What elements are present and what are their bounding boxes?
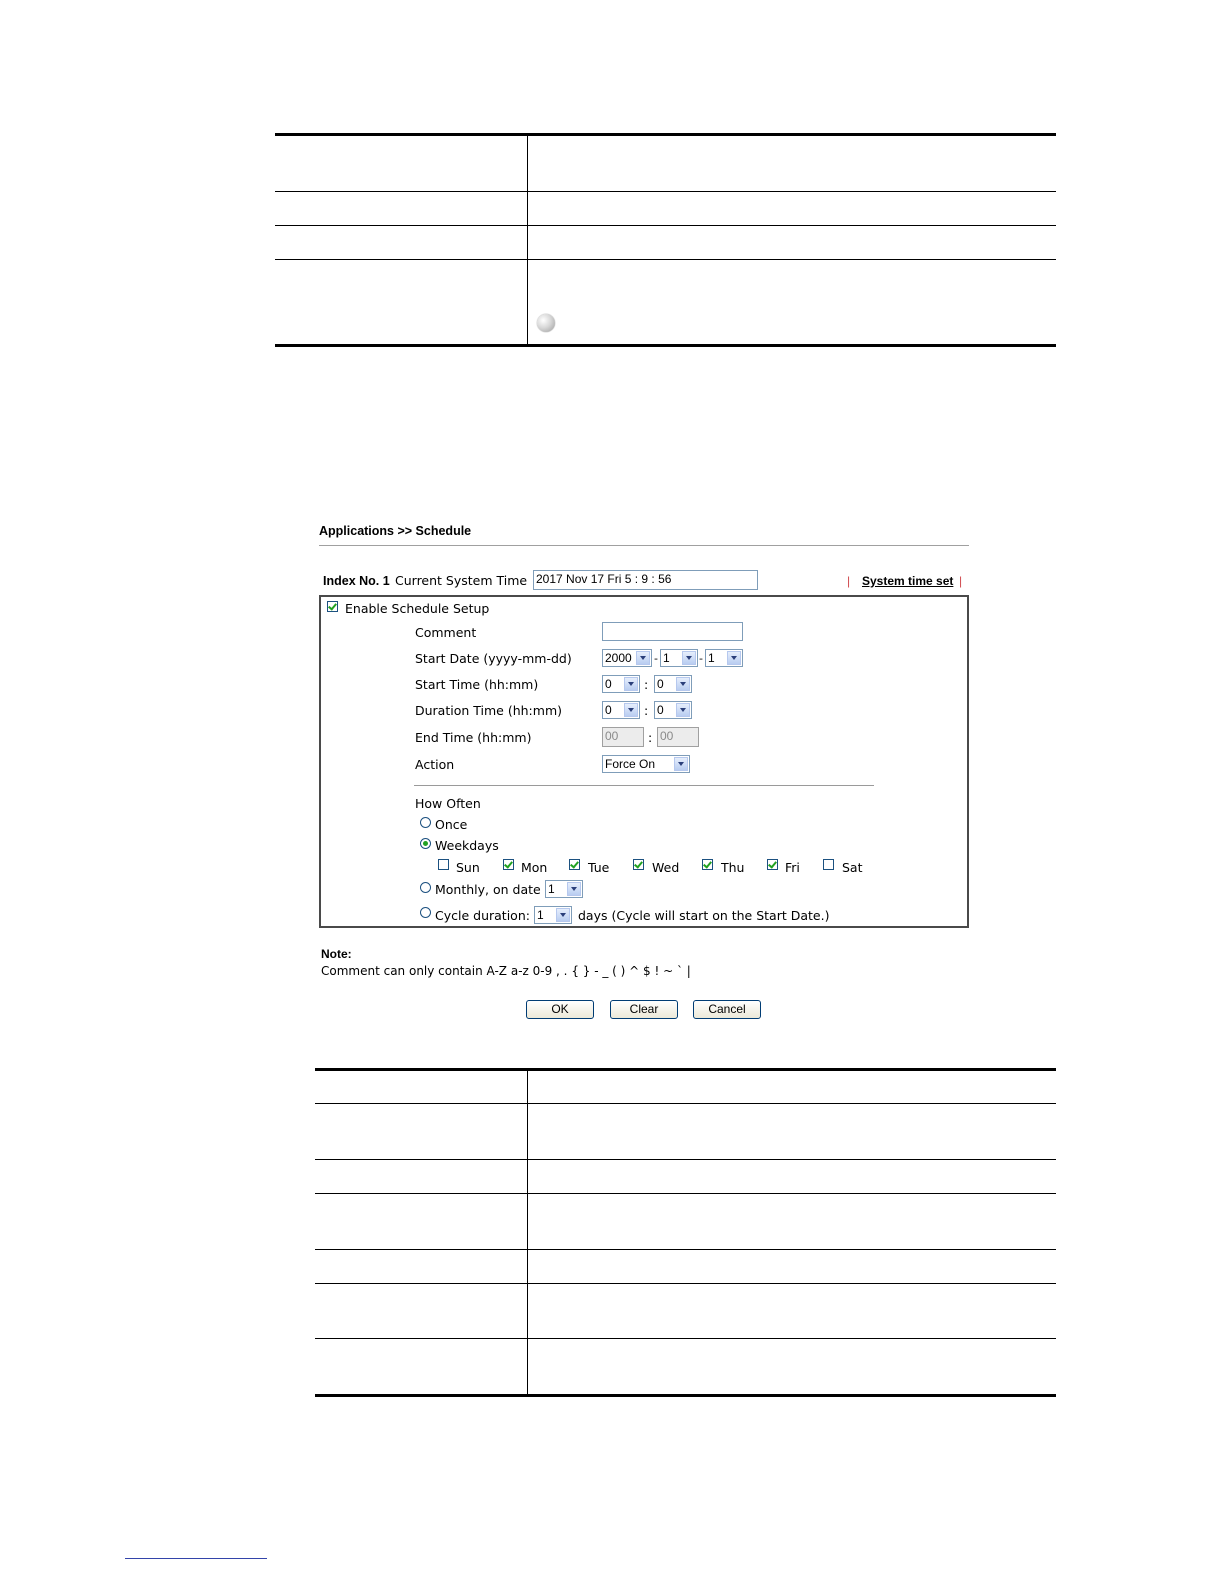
enable-schedule-checkbox[interactable] [327, 601, 338, 612]
start-year-value: 2000 [605, 651, 632, 665]
day-tue-label: Tue [588, 860, 610, 875]
start-hour-value: 0 [605, 677, 612, 691]
start-month-value: 1 [663, 651, 670, 665]
table-row-divider [315, 1103, 1056, 1104]
chevron-down-icon [556, 908, 570, 922]
end-time-label: End Time (hh:mm) [415, 730, 532, 745]
system-time-set-link[interactable]: System time set [862, 574, 954, 588]
day-mon-checkbox[interactable] [503, 859, 514, 870]
link-separator: | [959, 574, 963, 588]
time-separator: : [644, 703, 649, 718]
table-row-divider [315, 1159, 1056, 1160]
start-month-select[interactable] [660, 649, 698, 667]
table-row-divider [275, 191, 1056, 192]
monthly-label: Monthly, on date [435, 882, 541, 897]
duration-minute-value: 0 [657, 703, 664, 717]
table-top-border [315, 1068, 1056, 1071]
start-year-select[interactable] [602, 649, 652, 667]
breadcrumb-divider [319, 545, 969, 546]
cycle-duration-value: 1 [537, 908, 544, 922]
table-bottom-border [275, 344, 1056, 347]
clear-button[interactable]: Clear [610, 1000, 678, 1019]
enable-schedule-label: Enable Schedule Setup [345, 601, 490, 616]
cycle-suffix: days (Cycle will start on the Start Date.) [578, 908, 830, 923]
day-thu-checkbox[interactable] [702, 859, 713, 870]
start-day-select[interactable] [705, 649, 743, 667]
table-bottom-border [315, 1394, 1056, 1397]
duration-hour-select[interactable] [602, 701, 640, 719]
chevron-down-icon [636, 651, 650, 665]
end-hour-field: 00 [602, 727, 644, 747]
action-value: Force On [605, 757, 656, 771]
comment-input[interactable] [602, 622, 743, 641]
time-separator: : [644, 677, 649, 692]
day-sat-checkbox[interactable] [823, 859, 834, 870]
day-mon-label: Mon [521, 860, 548, 875]
table-row-divider [315, 1193, 1056, 1194]
index-label: Index No. 1 [323, 574, 390, 588]
start-minute-select[interactable] [654, 675, 692, 693]
start-day-value: 1 [708, 651, 715, 665]
chevron-down-icon [624, 703, 638, 717]
cycle-duration-select[interactable] [534, 906, 572, 924]
cancel-button[interactable]: Cancel [693, 1000, 761, 1019]
day-thu-label: Thu [721, 860, 745, 875]
breadcrumb: Applications >> Schedule [319, 524, 472, 538]
action-select[interactable] [602, 755, 690, 773]
day-wed-label: Wed [652, 860, 680, 875]
note-title: Note: [321, 947, 352, 961]
once-radio[interactable] [420, 817, 431, 828]
start-hour-select[interactable] [602, 675, 640, 693]
once-label: Once [435, 817, 468, 832]
cycle-label: Cycle duration: [435, 908, 530, 923]
how-often-title: How Often [415, 796, 481, 811]
table-row-divider [315, 1338, 1056, 1339]
date-separator: - [654, 652, 658, 665]
chevron-down-icon [682, 651, 696, 665]
start-minute-value: 0 [657, 677, 664, 691]
table-column-divider [527, 1070, 528, 1395]
note-text: Comment can only contain A-Z a-z 0-9 , . { } - _ ( ) ^ $ ! ~ ` | [321, 964, 691, 978]
date-separator: - [699, 652, 703, 665]
duration-hour-value: 0 [605, 703, 612, 717]
monthly-date-value: 1 [548, 882, 555, 896]
chevron-down-icon [676, 703, 690, 717]
table-row-divider [275, 259, 1056, 260]
table-row-divider [275, 225, 1056, 226]
weekdays-label: Weekdays [435, 838, 499, 853]
section-divider [414, 785, 874, 786]
table-top-border [275, 133, 1056, 136]
chevron-down-icon [676, 677, 690, 691]
link-separator: | [847, 574, 851, 588]
duration-minute-select[interactable] [654, 701, 692, 719]
chevron-down-icon [567, 882, 581, 896]
action-label: Action [415, 757, 455, 772]
day-tue-checkbox[interactable] [569, 859, 580, 870]
chevron-down-icon [624, 677, 638, 691]
cycle-radio[interactable] [420, 907, 431, 918]
chevron-down-icon [674, 757, 688, 771]
comment-label: Comment [415, 625, 477, 640]
current-time-field[interactable]: 2017 Nov 17 Fri 5 : 9 : 56 [533, 570, 758, 590]
current-time-label: Current System Time [395, 573, 528, 588]
footer-rule [125, 1558, 267, 1559]
table-row-divider [315, 1283, 1056, 1284]
start-date-label: Start Date (yyyy-mm-dd) [415, 651, 572, 666]
monthly-radio[interactable] [420, 882, 431, 893]
day-fri-label: Fri [785, 860, 800, 875]
weekdays-radio[interactable] [420, 838, 431, 849]
end-minute-field: 00 [657, 727, 699, 747]
bullet-ball-icon [537, 314, 555, 332]
day-fri-checkbox[interactable] [767, 859, 778, 870]
chevron-down-icon [727, 651, 741, 665]
table-column-divider [527, 135, 528, 345]
day-wed-checkbox[interactable] [633, 859, 644, 870]
time-separator: : [648, 730, 653, 745]
table-row-divider [315, 1249, 1056, 1250]
day-sun-label: Sun [456, 860, 480, 875]
day-sat-label: Sat [842, 860, 863, 875]
day-sun-checkbox[interactable] [438, 859, 449, 870]
duration-label: Duration Time (hh:mm) [415, 703, 562, 718]
monthly-date-select[interactable] [545, 880, 583, 898]
ok-button[interactable]: OK [526, 1000, 594, 1019]
start-time-label: Start Time (hh:mm) [415, 677, 539, 692]
